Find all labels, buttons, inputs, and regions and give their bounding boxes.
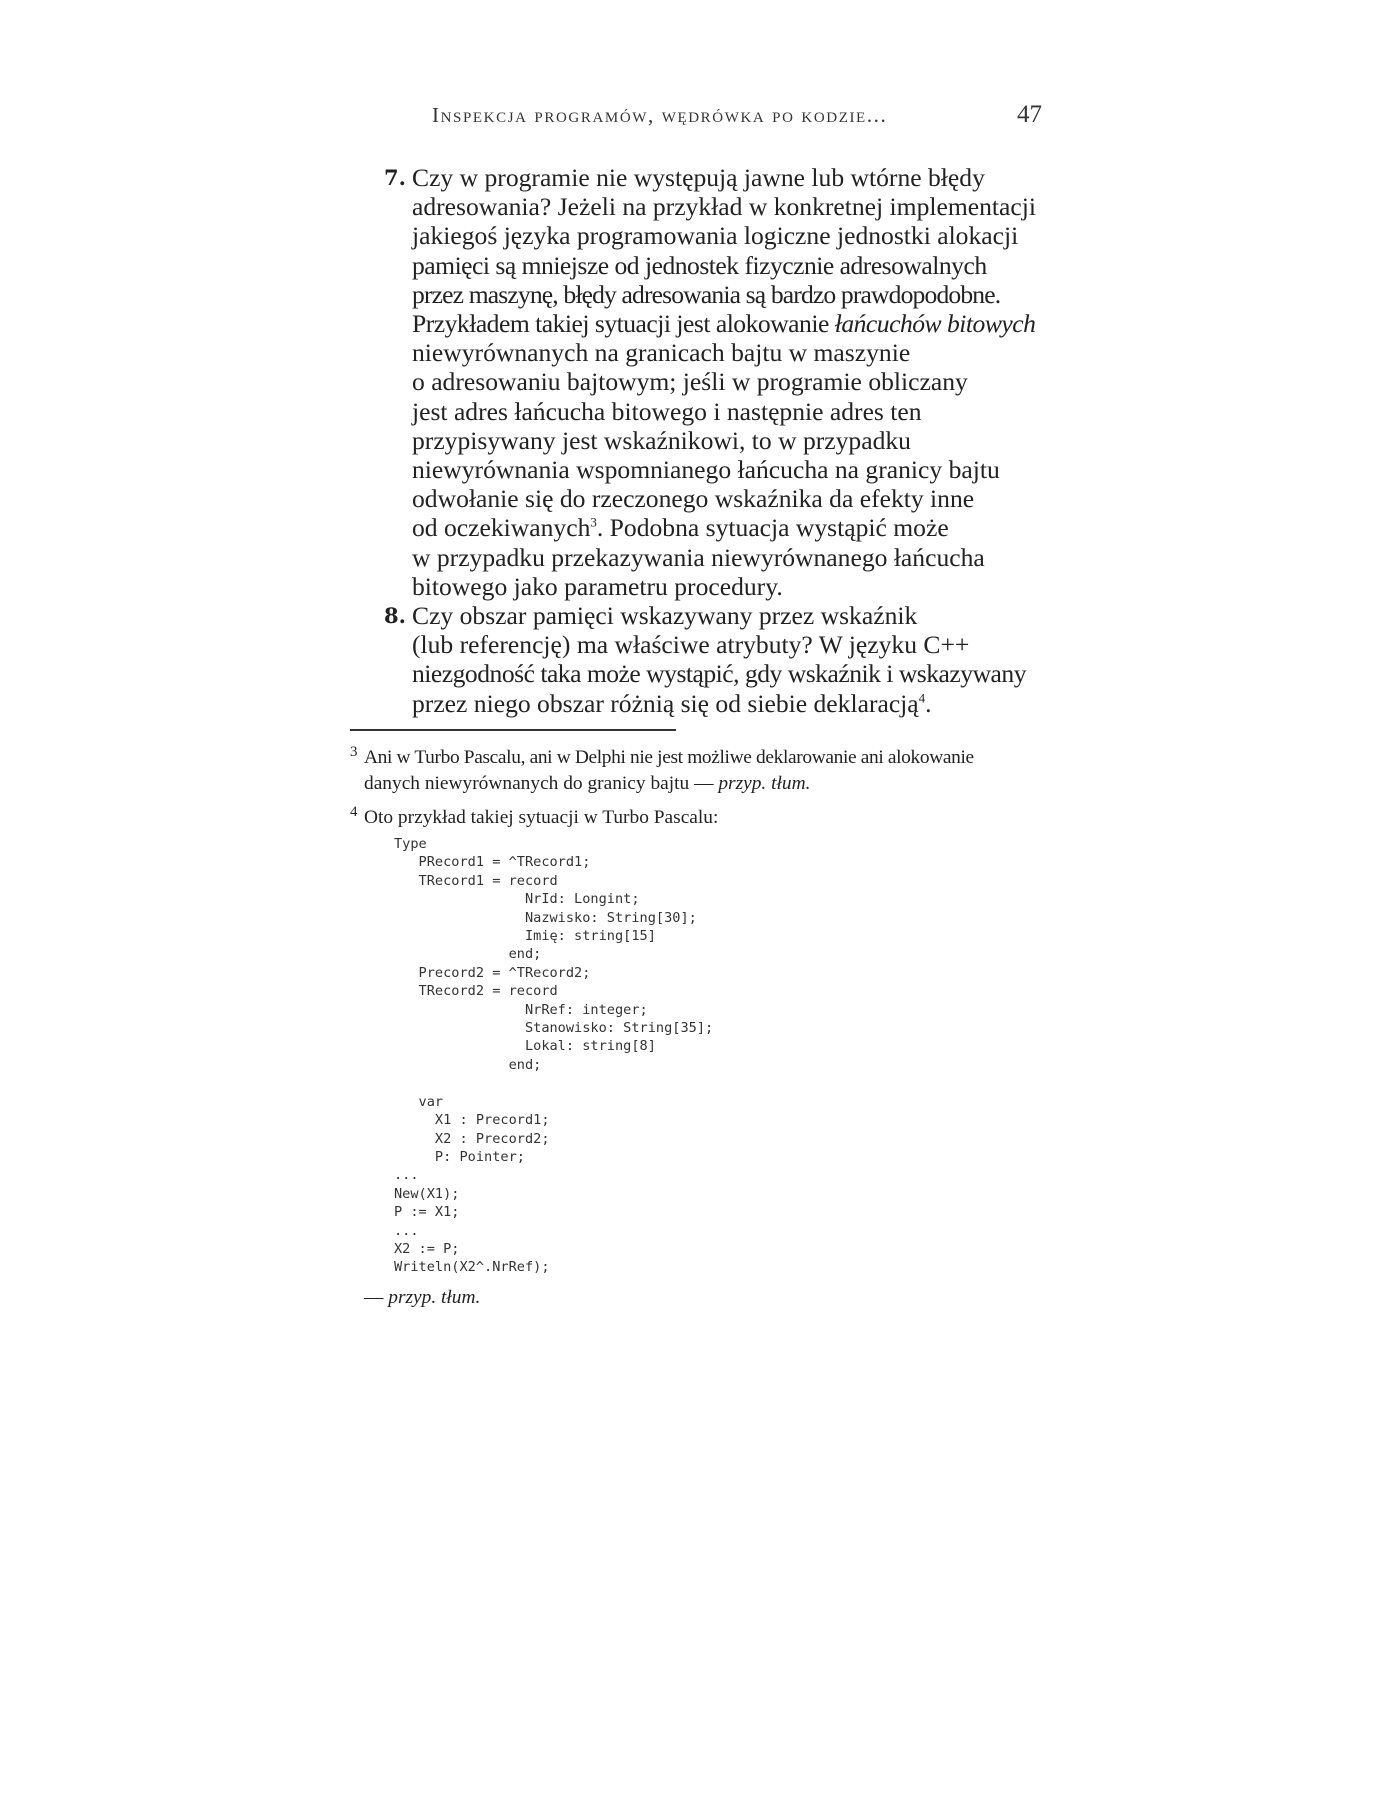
text-line: jest adres łańcucha bitowego i następnie adres ten xyxy=(412,396,922,426)
text-line xyxy=(412,513,1050,542)
footnote-3 xyxy=(350,745,1050,797)
text-line: niewyrównanych na granicach bajtu w maszynie xyxy=(412,338,911,368)
item-number: 7. xyxy=(384,165,406,190)
text-line: odwołanie się do rzeczonego wskaźnika da efekty inne xyxy=(412,484,975,514)
code-listing: Type PRecord1 = ^TRecord1; TRecord1 = record NrId: Longint; Nazwisko: String[30]; Imię: string[15] end; Precord2 = ^TRecord2; TRecord2 = record NrRef: integer; Stanowisko: String[35]; Lokal: string[8] end; var X1 : Precord1; X2 : Precord2; P: Pointer; ... New(X1); P := X1; ... X2 := P; Writeln(X2^.NrRef); xyxy=(394,836,714,1276)
footnotes xyxy=(350,745,1050,1311)
text-run: — xyxy=(364,1286,389,1308)
running-header xyxy=(432,103,1042,128)
text-run: . xyxy=(925,688,932,718)
page-number: 47 xyxy=(1017,101,1042,128)
footnote-line: Ani w Turbo Pascalu, ani w Delphi nie jest możliwe deklarowanie ani alokowanie xyxy=(364,747,974,768)
checklist xyxy=(384,163,1050,718)
footnote-separator xyxy=(350,729,676,731)
text-run: . Podobna sytuacja wystąpić może xyxy=(596,513,949,543)
text-run: przez niego obszar różnią się od siebie deklaracją xyxy=(412,688,919,718)
text-line: Czy w programie nie występują jawne lub wtórne błędy xyxy=(412,163,985,192)
text-run: danych niewyrównanych do granicy bajtu — xyxy=(364,773,719,794)
footnote-4 xyxy=(350,805,1050,1277)
emphasis: przyp. tłum. xyxy=(718,773,811,794)
footnote-line: Oto przykład takiej sytuacji w Turbo Pascalu: xyxy=(364,807,719,828)
text-line: o adresowaniu bajtowym; jeśli w programie obliczany xyxy=(412,367,968,397)
list-item-8 xyxy=(384,601,1050,718)
text-line: przypisywany jest wskaźnikowi, to w przypadku xyxy=(412,425,911,455)
text-run: Przykładem takiej sytuacji jest alokowanie xyxy=(412,309,835,339)
emphasis: przyp. tłum. xyxy=(388,1286,481,1308)
footnote-ref[interactable]: 3 xyxy=(590,514,597,530)
footnote-mark: 4 xyxy=(350,804,358,820)
text-run: od oczekiwanych xyxy=(412,513,591,543)
item-number: 8. xyxy=(384,603,406,629)
footnote-ref[interactable]: 4 xyxy=(918,690,926,706)
running-title: Inspekcja programów, wędrówka po kodzie... xyxy=(432,103,888,127)
text-line: w przypadku przekazywania niewyrównanego łańcucha xyxy=(412,542,985,572)
text-line: przez maszynę, błędy adresowania są bardzo prawdopodobne. xyxy=(412,279,1001,309)
text-line: jakiegoś języka programowania logiczne jednostki alokacji xyxy=(412,221,1019,251)
text-line: adresowania? Jeżeli na przykład w konkretnej implementacji xyxy=(412,192,1036,222)
translator-note xyxy=(350,1285,1050,1311)
text-line: niewyrównania wspomnianego łańcucha na granicy bajtu xyxy=(412,455,1000,485)
text-line xyxy=(412,309,1050,338)
list-item-7 xyxy=(384,163,1050,601)
footnote-line xyxy=(364,771,1050,797)
text-line: pamięci są mniejsze od jednostek fizycznie adresowalnych xyxy=(412,250,987,280)
text-line: bitowego jako parametru procedury. xyxy=(412,571,783,601)
text-line: niezgodność taka może wystąpić, gdy wskaźnik i wskazywany xyxy=(412,659,1027,689)
text-line xyxy=(412,689,1050,718)
emphasis: łańcuchów bitowych xyxy=(834,309,1036,339)
text-line: (lub referencję) ma właściwe atrybuty? W języku C++ xyxy=(412,630,970,660)
footnote-mark: 3 xyxy=(350,744,358,760)
text-line: Czy obszar pamięci wskazywany przez wskaźnik xyxy=(412,601,918,631)
